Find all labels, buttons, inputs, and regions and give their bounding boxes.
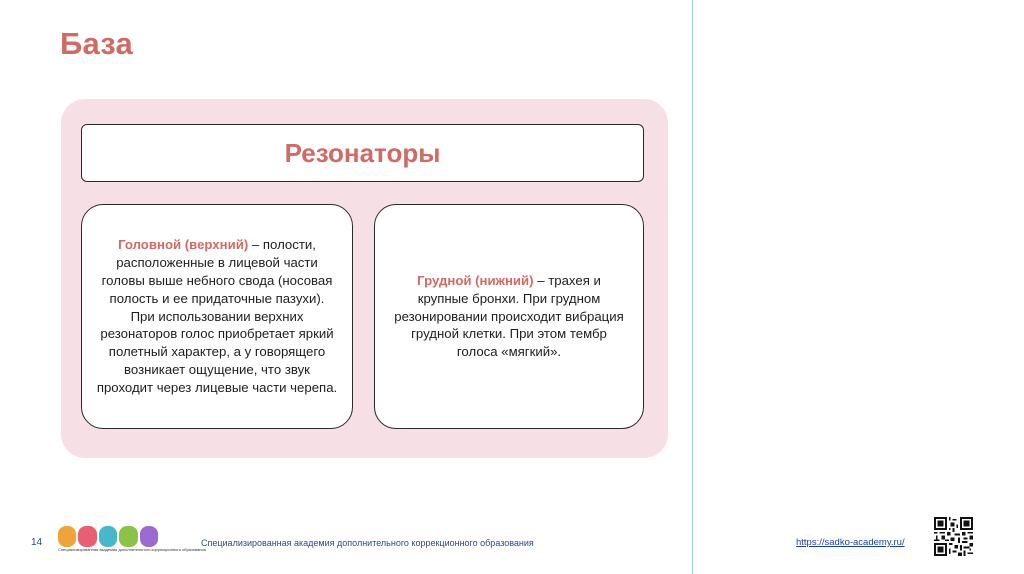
logo-letter-tile — [78, 526, 96, 547]
website-link[interactable]: https://sadko-academy.ru/ — [796, 537, 905, 548]
chest-resonator-card — [374, 204, 644, 429]
logo-caption: Специализированная академия дополнительного коррекционного образования — [58, 547, 206, 552]
head-resonator-text — [96, 236, 338, 396]
chest-resonator-term: Грудной (нижний) — [417, 273, 534, 288]
organization-name: Специализированная академия дополнительного коррекционного образования — [201, 538, 534, 548]
chest-resonator-text — [393, 272, 625, 361]
head-resonator-card — [81, 204, 353, 429]
chest-resonator-description: – трахея и крупные бронхи. При грудном резонировании происходит вибрация грудной клетки. При этом тембр голоса «мягкий». — [394, 273, 624, 360]
section-header-title: Резонаторы — [284, 137, 441, 168]
logo-letters — [58, 526, 158, 547]
slide-divider-line — [692, 0, 693, 574]
head-resonator-description: – полости, расположенные в лицевой части головы выше небного свода (носовая полость и ее придаточные пазухи). При использовании верхних резонаторов голос приобретает яркий полетный характер, а у говорящего возникает ощущение, что звук проходит через лицевые части черепа. — [96, 237, 338, 395]
section-header-box — [81, 124, 644, 182]
logo-letter-tile — [99, 526, 117, 547]
logo-letter-tile — [119, 526, 137, 547]
qr-code-icon — [934, 517, 973, 556]
head-resonator-term: Головной (верхний) — [118, 237, 249, 253]
page-title: База — [60, 26, 133, 61]
sadko-logo-icon — [58, 526, 206, 556]
logo-letter-tile — [140, 526, 158, 547]
logo-letter-tile — [58, 526, 76, 547]
page-number: 14 — [31, 537, 43, 548]
